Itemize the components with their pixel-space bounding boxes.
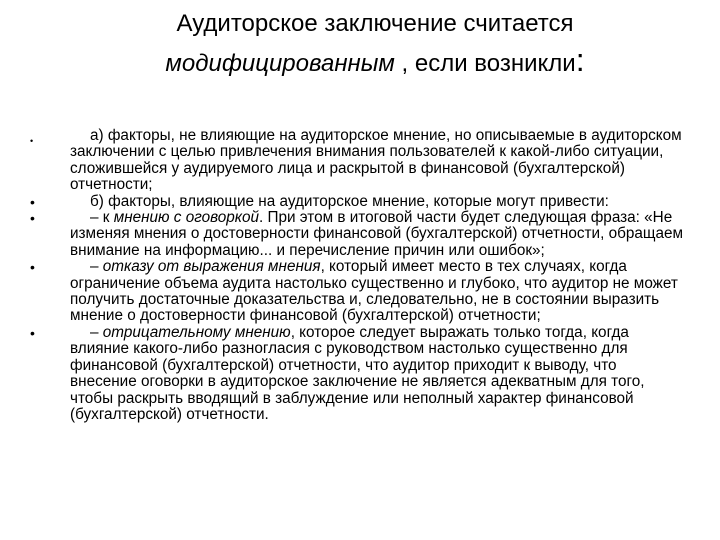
item-prefix: –	[90, 258, 103, 276]
item-text: , который имеет место в тех случаях, когда ограничение объема аудита настолько существенно и глубоко, что аудитор не может получить достаточные доказательства и, следовательно, не в состоянии выразить мнение о достоверности финансовой (бухгалтерской) отчетности;	[70, 258, 678, 325]
bullet-icon: •	[30, 324, 35, 341]
item-text: б) факторы, влияющие на аудиторское мнение, которые могут привести:	[90, 192, 609, 210]
item-prefix: – к	[90, 209, 114, 227]
list-item	[24, 210, 684, 259]
slide-title	[0, 6, 720, 82]
item-text: , которое следует выражать только тогда, когда влияние какого-либо разногласия с руководством настолько существенно для финансовой (бухгалтерской) отчетности, что аудитор приходит к выводу, что внесение оговорки в аудиторское заключение не является адекватным для того, чтобы раскрыть вводящий в заблуждение или неполный характер финансовой (бухгалтерской) отчетности.	[70, 323, 645, 423]
item-text: а) факторы, не влияющие на аудиторское мнение, но описываемые в аудиторском заключении с целью привлечения внимания пользователей к какой-либо ситуации, сложившейся у аудируемого лица и раскрытой в финансовой (бухгалтерской) отчетности;	[70, 127, 682, 194]
title-line-2-text: , если возникли	[394, 50, 576, 77]
title-colon: :	[575, 42, 585, 78]
item-text: . При этом в итоговой части будет следующая фраза: «Не изменяя мнения о достоверности финансовой (бухгалтерской) отчетности, обращаем внимание на информацию... и перечисление причин или ошибок»;	[70, 209, 683, 259]
bullet-icon: •	[30, 259, 35, 276]
bullet-icon: •	[30, 210, 35, 227]
title-emphasis: модифицированным	[165, 50, 395, 77]
list-item	[24, 128, 684, 194]
item-emphasis: мнению с оговоркой	[113, 209, 259, 227]
list-item	[24, 259, 684, 325]
item-prefix: –	[90, 323, 103, 341]
title-line-1: Аудиторское заключение считается	[176, 10, 574, 37]
list-item	[24, 194, 684, 210]
bullet-icon: •	[30, 136, 34, 146]
bullet-list	[24, 128, 684, 423]
item-emphasis: отказу от выражения мнения	[102, 258, 321, 276]
item-emphasis: отрицательному мнению	[102, 323, 291, 341]
list-item	[24, 325, 684, 423]
title-line-2	[0, 42, 720, 82]
bullet-icon: •	[30, 193, 35, 210]
